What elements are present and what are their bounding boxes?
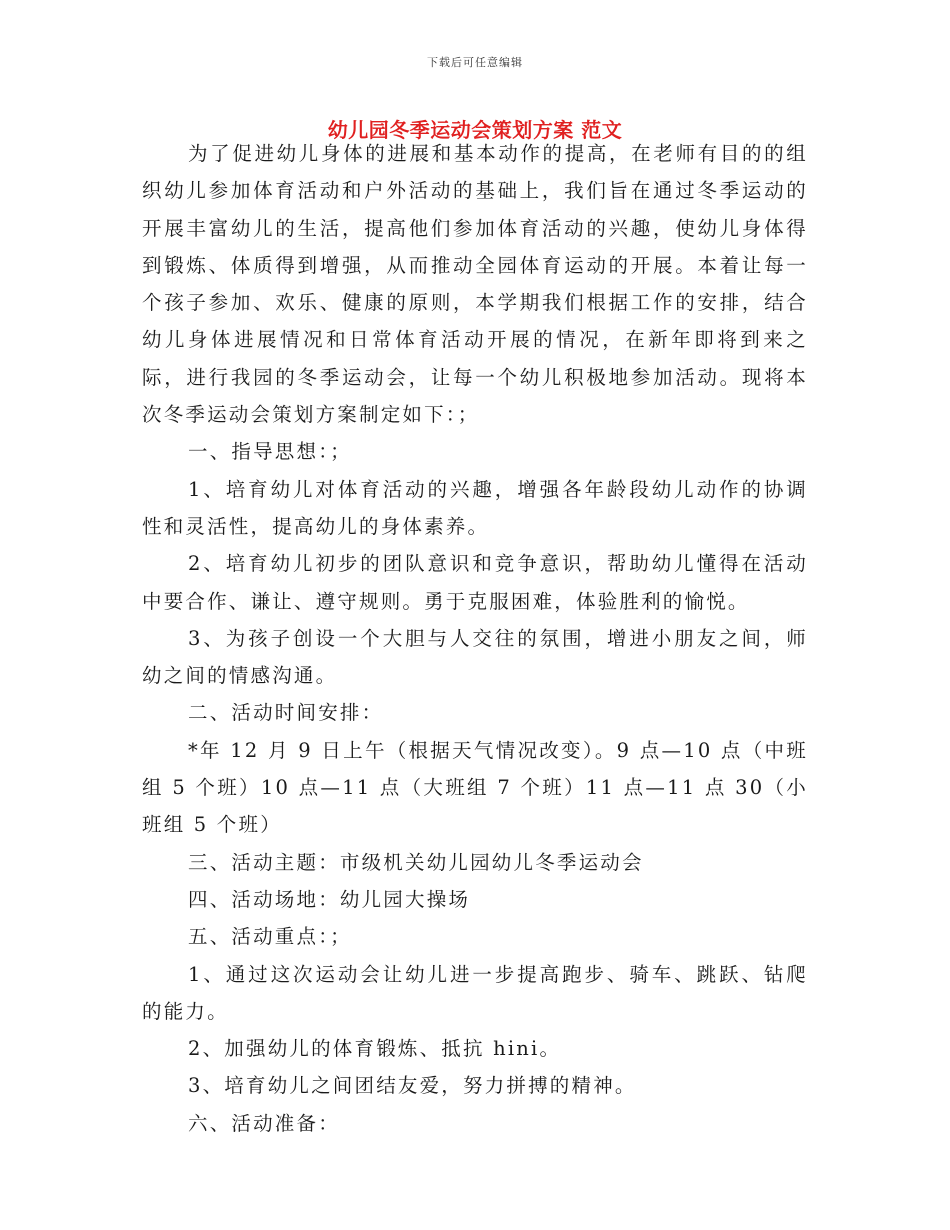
section-heading-venue: 四、活动场地：幼儿园大操场: [188, 887, 471, 911]
paragraph-intro: 为了促进幼儿身体的进展和基本动作的提高，在老师有目的的组织幼儿参加体育活动和户外活动的基础上，我们旨在通过冬季运动的开展丰富幼儿的生活，提高他们参加体育活动的兴趣，使幼儿身体得到锻炼、体质得到增强，从而推动全园体育运动的开展。本着让每一个孩子参加、欢乐、健康的原则，本学期我们根据工作的安排，结合幼儿身体进展情况和日常体育活动开展的情况，在新年即将到来之际，进行我园的冬季运动会，让每一个幼儿积极地参加活动。现将本次冬季运动会策划方案制定如下：；: [142, 142, 808, 427]
paragraph-schedule: *年 12 月 9 日上午（根据天气情况改变）。9 点—10 点（中班组 5 个班）10 点—11 点（大班组 7 个班）11 点—11 点 30（小班组 5 个班）: [142, 738, 808, 837]
list-item: 3、为孩子创设一个大胆与人交往的氛围，增进小朋友之间，师幼之间的情感沟通。: [142, 626, 808, 688]
section-heading-schedule: 二、活动时间安排：: [188, 701, 384, 725]
list-item: 2、加强幼儿的体育锻炼、抵抗 hini。: [188, 1037, 562, 1061]
section-heading-guiding-ideas: 一、指导思想：；: [188, 440, 352, 464]
list-item: 1、通过这次运动会让幼儿进一步提高跑步、骑车、跳跃、钻爬的能力。: [142, 962, 808, 1023]
list-item: 1、培育幼儿对体育活动的兴趣，增强各年龄段幼儿动作的协调性和灵活性，提高幼儿的身体素养。: [142, 477, 808, 538]
document-body: [142, 135, 808, 1142]
document-title: 幼儿园冬季运动会策划方案 范文: [327, 118, 623, 142]
list-item: 3、培育幼儿之间团结友爱，努力拼搏的精神。: [188, 1074, 637, 1098]
section-heading-focus: 五、活动重点：；: [188, 925, 352, 949]
section-heading-theme: 三、活动主题：市级机关幼儿园幼儿冬季运动会: [188, 850, 644, 874]
list-item: 2、培育幼儿初步的团队意识和竞争意识，帮助幼儿懂得在活动中要合作、谦让、遵守规则。勇于克服困难，体验胜利的愉悦。: [142, 552, 808, 613]
header-note: 下载后可任意编辑: [427, 56, 523, 69]
section-heading-preparation: 六、活动准备：: [188, 1111, 340, 1135]
